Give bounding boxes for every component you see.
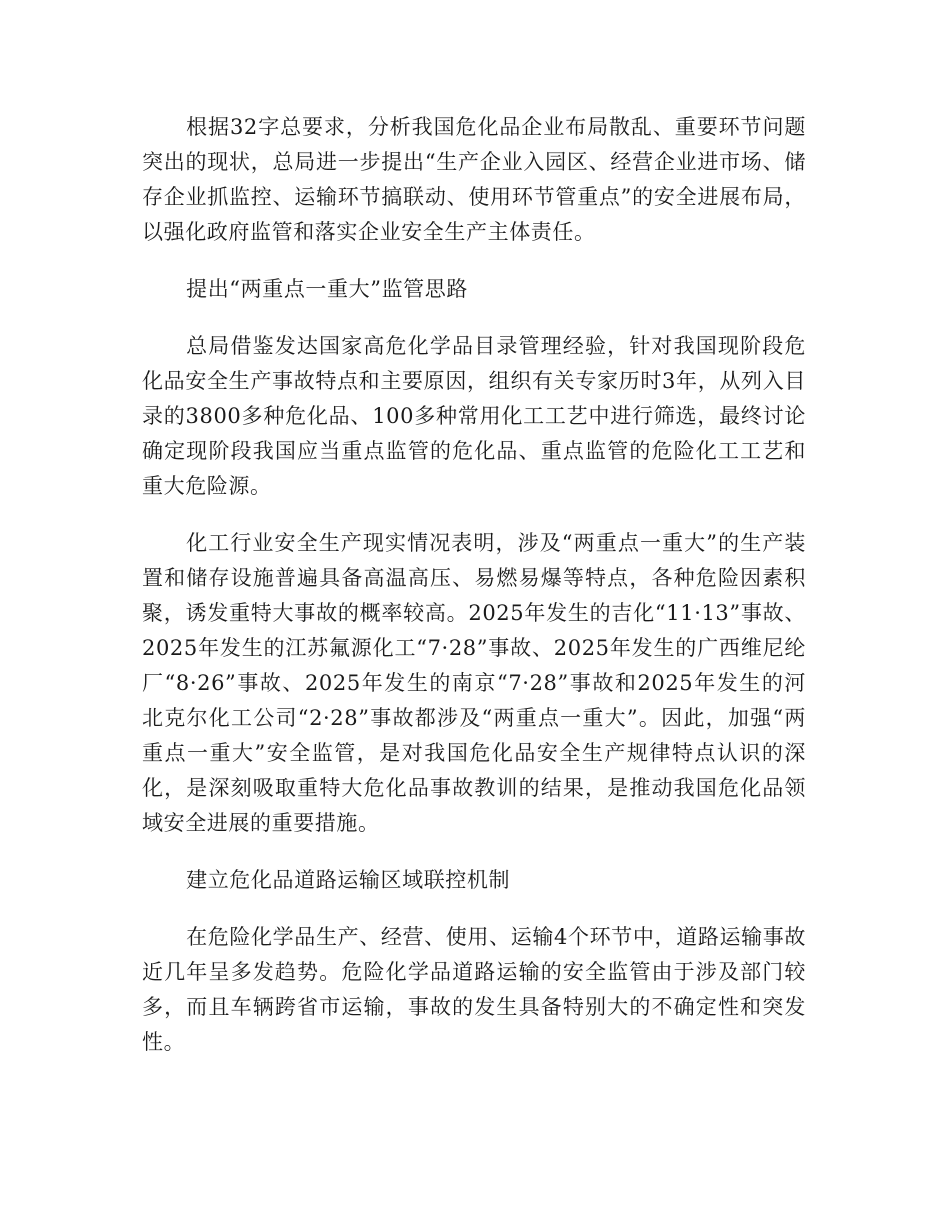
paragraph-catalog-management: 总局借鉴发达国家高危化学品目录管理经验，针对我国现阶段危化品安全生产事故特点和主要原因，组织有关专家历时3年，从列入目录的3800多种危化品、100多种常用化工工艺中进行筛选，最终讨论确定现阶段我国应当重点监管的危化品、重点监管的危险化工工艺和重大危险源。	[142, 334, 806, 498]
paragraph-layout-principle: 根据32字总要求，分析我国危化品企业布局散乱、重要环节问题突出的现状，总局进一步提出“生产企业入园区、经营企业进市场、储存企业抓监控、运输环节搞联动、使用环节管重点”的安全进展布局，以强化政府监管和落实企业安全生产主体责任。	[142, 115, 806, 244]
document-body	[142, 110, 806, 1082]
paragraph-industry-situation: 化工行业安全生产现实情况表明，涉及“两重点一重大”的生产装置和储存设施普遍具备高温高压、易燃易爆等特点，各种危险因素积聚，诱发重特大事故的概率较高。2025年发生的吉化“11·13”事故、2025年发生的江苏氟源化工“7·28”事故、2025年发生的广西维尼纶厂“8·26”事故、2025年发生的南京“7·28”事故和2025年发生的河北克尔化工公司“2·28”事故都涉及“两重点一重大”。因此，加强“两重点一重大”安全监管，是对我国危化品安全生产规律特点认识的深化，是深刻吸取重特大危化品事故教训的结果，是推动我国危化品领域安全进展的重要措施。	[142, 531, 806, 835]
section-heading-two-key-one-major: 提出“两重点一重大”监管思路	[186, 277, 468, 301]
section-heading-road-transport: 建立危化品道路运输区域联控机制	[186, 868, 511, 892]
paragraph-road-transport: 在危险化学品生产、经营、使用、运输4个环节中，道路运输事故近几年呈多发趋势。危险化学品道路运输的安全监管由于涉及部门较多，而且车辆跨省市运输，事故的发生具备特别大的不确定性和突发性。	[142, 925, 806, 1054]
